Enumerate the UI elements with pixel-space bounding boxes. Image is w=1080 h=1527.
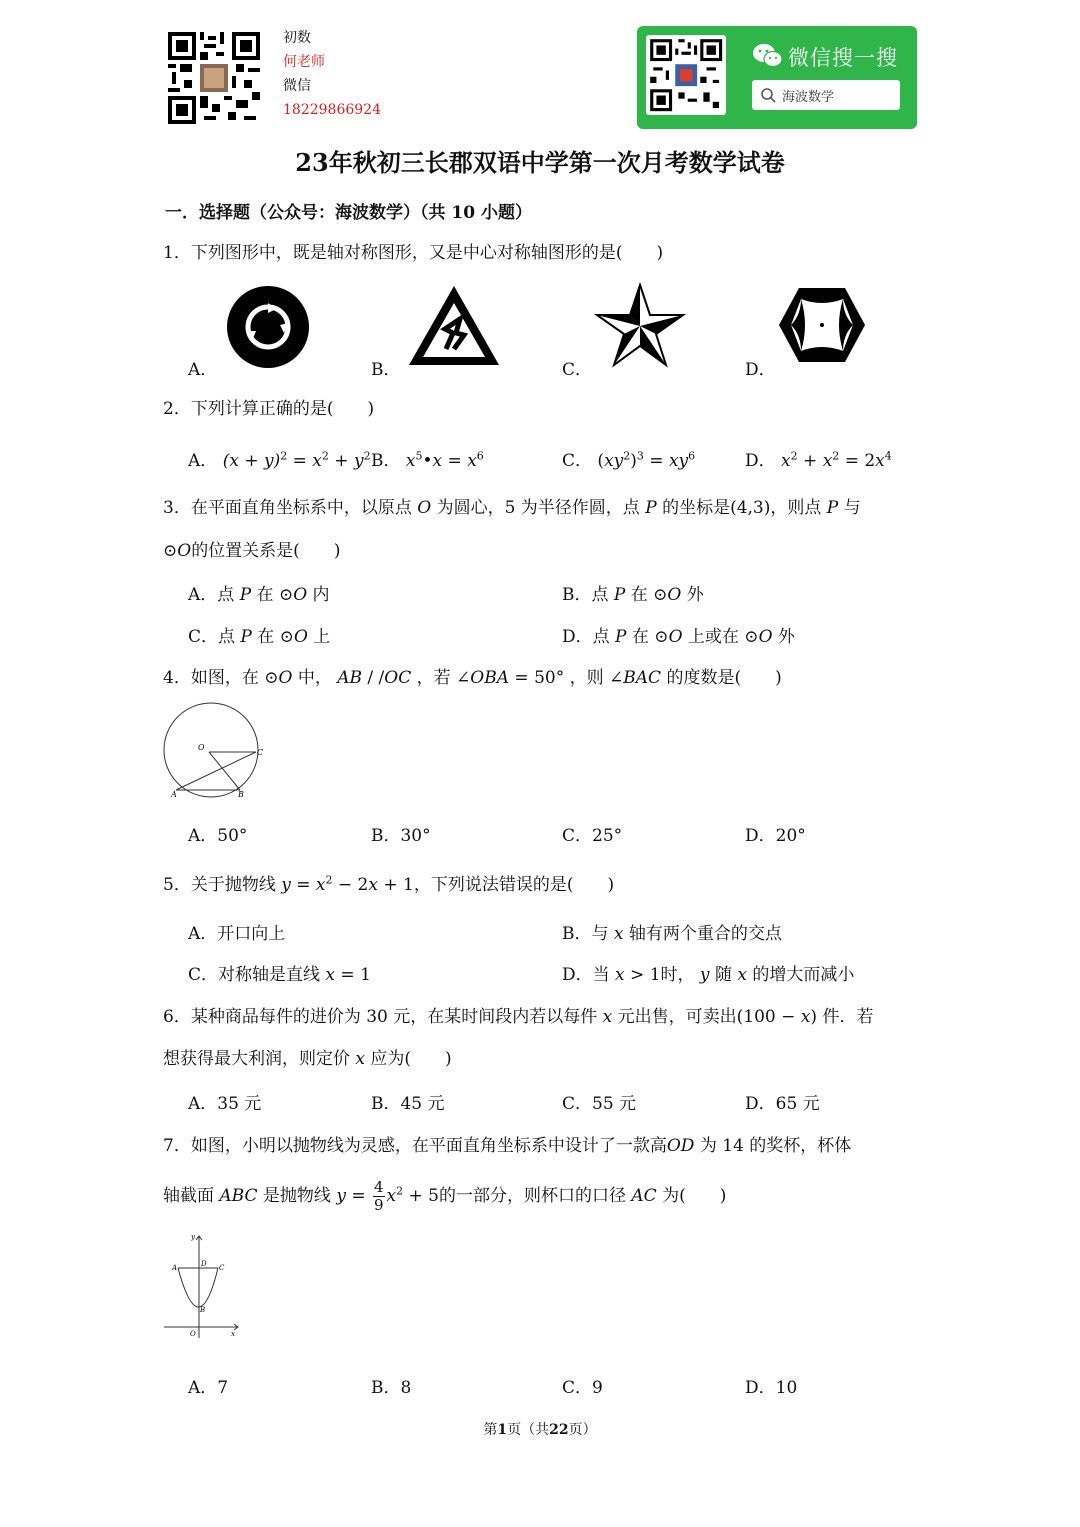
q4-label-c: C (257, 748, 264, 757)
q5-option-d: D．当 x > 1时， y 随 x 的增大而减小 (562, 965, 855, 985)
q1-option-a: A． (188, 360, 218, 380)
q2-option-a-letter: A． (188, 451, 218, 471)
q4-stem: 4．如图，在 ⊙O 中， AB / /OC ，若 ∠OBA = 50° ，则 ∠BAC 的度数是( ) (163, 668, 782, 688)
q7-label-d: D (201, 1260, 207, 1268)
q3-option-a-letter: A．点 (188, 585, 235, 605)
warning-triangle-figure (406, 283, 502, 369)
q7-label-b: B (200, 1306, 206, 1314)
q5-option-b-part: 轴有两个重合的交点 (628, 924, 782, 944)
q3-option-d: D．点 P 在 ⊙O 上或在 ⊙O 外 (562, 627, 795, 647)
q6-stem-line2: 想获得最大利润，则定价 x 应为( ) (163, 1049, 452, 1069)
q5-option-d-part: D．当 (562, 965, 610, 985)
footer-part: 页） (568, 1422, 597, 1438)
q7-label-o: O (190, 1330, 196, 1338)
footer-part: 第 (483, 1422, 498, 1438)
wechat-logo-icon (752, 42, 784, 70)
q4-option-a: A．50° (188, 826, 248, 846)
star-figure (594, 282, 686, 368)
q2-option-b-letter: B． (371, 451, 401, 471)
wechat-qr-code (646, 35, 726, 115)
q2-stem: 2．下列计算正确的是( ) (163, 399, 375, 419)
q7-stem-part: 7．如图，小明以抛物线为灵感，在平面直角坐标系中设计了一款高 (163, 1136, 667, 1156)
q7-stem-part: 的一部分，则杯口的口径 (439, 1186, 626, 1206)
q3-stem-part: 3．在平面直角坐标系中，以原点 (163, 498, 412, 518)
q5-stem-part: 5．关于抛物线 (163, 875, 276, 895)
q2-option-c: C． $(xy^2)^3 = xy^6$ (562, 449, 696, 471)
q4-label-o: O (198, 743, 205, 752)
search-icon (761, 88, 776, 103)
q7-option-d: D．10 (745, 1378, 798, 1398)
q3-stem-line1: 3．在平面直角坐标系中，以原点 O 为圆心，5 为半径作圆，点 P 的坐标是(4,3)，则点 P 与 (163, 498, 861, 518)
q3-option-b-rel: 外 (686, 585, 704, 605)
q3-stem-part: 为圆心，5 为半径作圆，点 (436, 498, 640, 518)
q6-stem-part: 6．某种商品每件的进价为 30 元，在某时间段内若以每件 (163, 1007, 598, 1027)
section-title: 一．选择题（公众号：海波数学）（共 10 小题） (165, 203, 532, 223)
q1-option-d: D． (745, 360, 776, 380)
q1-option-c: C． (562, 360, 593, 380)
roundabout-sign-figure (226, 285, 310, 369)
q4-stem-part: ，则 (569, 668, 604, 688)
q6-stem-part: 想获得最大利润，则定价 (163, 1049, 350, 1069)
q5-option-b: B．与 x 轴有两个重合的交点 (562, 924, 782, 944)
q2-option-d: D． $x^2 + x^2 = 2x^4$ (745, 449, 892, 471)
teacher-line-1: 初数 (283, 30, 311, 46)
q5-option-d-part: 时， (660, 965, 695, 985)
page-footer (0, 1419, 1080, 1439)
footer-part: 页（共 (507, 1422, 550, 1438)
doc-title: 23年秋初三长郡双语中学第一次月考数学试卷 (295, 148, 785, 177)
q7-stem-part: 为( ) (662, 1186, 727, 1206)
wechat-search-title: 微信搜一搜 (788, 46, 898, 70)
q3-stem-part: 与 (843, 498, 861, 518)
q2-option-b: B． $x^5•x = x^6$ (371, 449, 484, 471)
q7-stem-line1: 7．如图，小明以抛物线为灵感，在平面直角坐标系中设计了一款高OD 为 14 的奖杯，杯体 (163, 1136, 852, 1156)
q6-option-a: A．35 元 (188, 1094, 262, 1114)
q5-option-c-part: C．对称轴是直线 (188, 965, 321, 985)
q4-stem-part: 4．如图，在 (163, 668, 259, 688)
q4-label-a: A (171, 790, 177, 799)
q5-option-d-part: 随 (714, 965, 732, 985)
q4-label-b: B (238, 790, 244, 799)
q3-stem-part: ，则点 (770, 498, 822, 518)
q7-option-c: C．9 (562, 1378, 603, 1398)
q4-option-c: C．25° (562, 826, 623, 846)
teacher-contact (283, 26, 381, 122)
q6-stem-part: 元出售，可卖出 (617, 1007, 737, 1027)
q4-option-b: B．30° (371, 826, 431, 846)
page-number: 1 (497, 1422, 508, 1438)
q3-option-c-rel: 上 (313, 627, 331, 647)
teacher-line-3: 微信 (283, 78, 311, 94)
hexagon-figure (777, 285, 867, 365)
teacher-qr-code (168, 32, 260, 124)
q3-option-a: A．点 P 在 ⊙O 内 (188, 585, 330, 605)
q7-label-x: x (231, 1330, 235, 1338)
q1-stem: 1．下列图形中，既是轴对称图形，又是中心对称轴图形的是( ) (163, 243, 664, 263)
q4-stem-part: 的度数是( ) (666, 668, 782, 688)
q3-stem-part: 的位置关系是( ) (191, 541, 341, 561)
qr-code-icon (646, 35, 726, 115)
q6-option-b: B．45 元 (371, 1094, 445, 1114)
q6-stem-part: 件．若 (822, 1007, 874, 1027)
q4-option-d: D．20° (745, 826, 806, 846)
q2-option-a: A． $(x + y)^2 = x^2 + y^2$ (188, 449, 371, 471)
q6-option-c: C．55 元 (562, 1094, 637, 1114)
q2-option-c-letter: C． (562, 451, 593, 471)
wechat-search-field[interactable] (752, 80, 900, 110)
q4-stem-part: ，若 (416, 668, 451, 688)
q7-label-y: y (191, 1233, 195, 1241)
q7-parabola-figure (160, 1232, 244, 1342)
q5-stem: 5．关于抛物线 $y = x^2 - 2x + 1$，下列说法错误的是( ) (163, 873, 615, 895)
q6-stem-part: 应为( ) (370, 1049, 452, 1069)
teacher-line-2: 何老师 (283, 54, 325, 70)
q7-option-a: A．7 (188, 1378, 229, 1398)
q7-stem-part: 是抛物线 (262, 1186, 331, 1206)
q7-stem-part: 为 14 的奖杯，杯体 (699, 1136, 852, 1156)
q3-option-d-letter: D．点 (562, 627, 610, 647)
q3-coordinate: (4,3) (730, 498, 771, 518)
q3-option-c-letter: C．点 (188, 627, 236, 647)
q3-option-a-rel: 内 (312, 585, 330, 605)
q7-label-c: C (219, 1264, 225, 1272)
q1-option-b: B． (371, 360, 401, 380)
q6-stem-line1: 6．某种商品每件的进价为 30 元，在某时间段内若以每件 x 元出售，可卖出(100 − x) 件．若 (163, 1007, 874, 1027)
q4-circle-figure (160, 704, 268, 800)
q7-label-a: A (172, 1264, 178, 1272)
q2-option-d-letter: D． (745, 451, 776, 471)
q3-option-c: C．点 P 在 ⊙O 上 (188, 627, 331, 647)
page-total: 22 (549, 1422, 569, 1438)
q7-stem-line2: 轴截面 ABC 是抛物线 y = $\frac{4}{9}$ $x^2 + 5$的一部分，则杯口的口径 AC 为( ) (163, 1178, 727, 1214)
q4-stem-part: 中， (297, 668, 332, 688)
q3-option-b: B．点 P 在 ⊙O 外 (562, 585, 704, 605)
q6-option-d: D．65 元 (745, 1094, 820, 1114)
teacher-phone: 18229866924 (283, 102, 381, 118)
q3-option-d-tail: 外 (777, 627, 795, 647)
q3-option-b-letter: B．点 (562, 585, 609, 605)
wechat-search-value: 海波数学 (782, 90, 835, 105)
q5-option-a: A．开口向上 (188, 924, 286, 944)
q5-stem-part: ，下列说法错误的是( ) (413, 875, 615, 895)
q7-stem-part: 轴截面 (163, 1186, 214, 1206)
qr-code-icon (168, 32, 260, 124)
q3-option-d-rel: 上或在 (687, 627, 739, 647)
q5-option-d-part: 的增大而减小 (752, 965, 855, 985)
q3-stem-part: 的坐标是 (662, 498, 731, 518)
q7-fraction: $\frac{4}{9}$ (373, 1178, 384, 1214)
q3-stem-line2: ⊙O的位置关系是( ) (163, 541, 341, 561)
q5-option-b-part: B．与 (562, 924, 609, 944)
q5-option-c: C．对称轴是直线 x = 1 (188, 965, 371, 985)
q7-option-b: B．8 (371, 1378, 412, 1398)
